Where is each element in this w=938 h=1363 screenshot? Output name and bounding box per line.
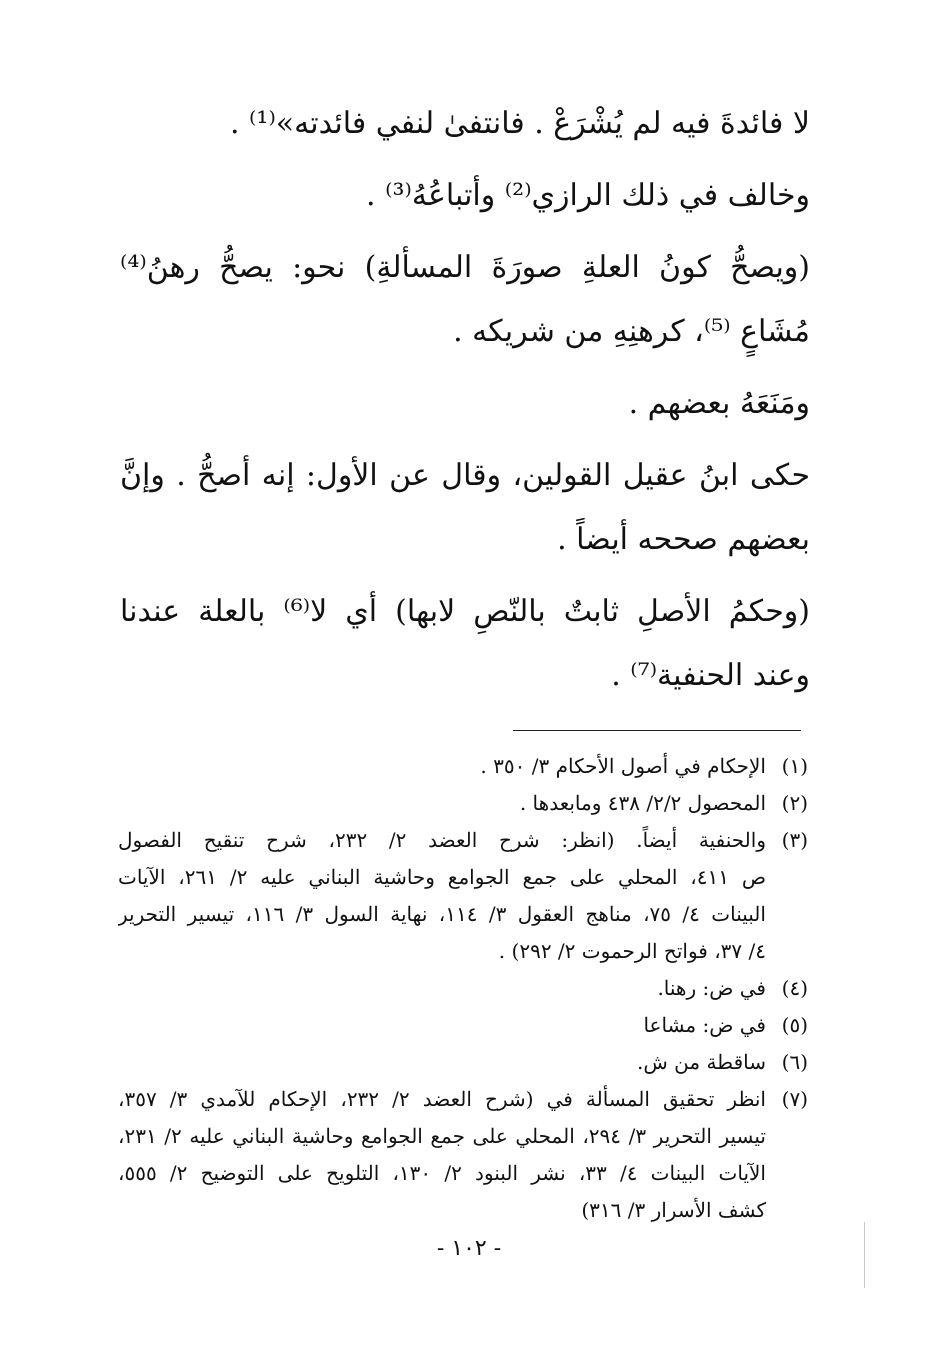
- footnote-4: [118, 970, 808, 1007]
- footnote-number: (٧): [781, 1087, 808, 1111]
- footnote-2: [118, 785, 808, 822]
- main-text-line: حكى ابنُ عقيل القولين، وقال عن الأول: إنه أصحُّ . وإنَّ: [120, 458, 810, 493]
- footnote-5: [118, 1007, 808, 1044]
- footnote-text: المحصول ٢/٢/ ٤٣٨ ومابعدها .: [519, 791, 766, 815]
- main-text-line: لا فائدةَ فيه لم يُشْرَعْ . فانتفىٰ لنفي فائدته»⁽¹⁾ .: [229, 106, 810, 141]
- footnote-text: الآيات البينات ٤/ ٣٣، نشر البنود ٢/ ١٣٠، التلويح على التوضيح ٢/ ٥٥٥،: [118, 1161, 766, 1185]
- footnote-separator: [513, 730, 801, 731]
- footnote-text: تيسير التحرير ٣/ ٢٩٤، المحلي على جمع الجوامع وحاشية البناني عليه ٢/ ٢٣١،: [118, 1124, 766, 1148]
- main-text-line: وعند الحنفية⁽⁷⁾ .: [611, 658, 810, 693]
- footnote-6: [118, 1044, 808, 1081]
- main-text-line: (ويصحُّ كونُ العلةِ صورَةَ المسألةِ) نحو: يصحُّ رهنُ⁽⁴⁾: [120, 250, 810, 285]
- footnote-number: (٤): [781, 976, 808, 1000]
- footnote-number: (٢): [781, 791, 808, 815]
- main-text-line: مُشَاعٍ ⁽⁵⁾، كرهنِهِ من شريكه .: [453, 314, 810, 349]
- main-text-line: (وحكمُ الأصلِ ثابتٌ بالنّصِ لابها) أي لا⁽⁶⁾ بالعلة عندنا: [120, 594, 810, 629]
- footnote-number: (٣): [781, 828, 808, 852]
- footnote-number: (٦): [781, 1050, 808, 1074]
- main-text-line: ومَنَعَهُ بعضهم .: [628, 386, 810, 421]
- footnote-text: في ض: رهنا.: [657, 976, 766, 1000]
- footnote-1: [118, 748, 808, 785]
- footnotes-block: [118, 748, 808, 1229]
- footnote-number: (٥): [781, 1013, 808, 1037]
- footnote-text: ساقطة من ش.: [637, 1050, 766, 1074]
- main-text-block: [120, 92, 810, 708]
- page-number: - ١٠٢ -: [436, 1236, 502, 1261]
- footnote-number: (١): [781, 754, 808, 778]
- footnote-text: في ض: مشاعا: [643, 1013, 766, 1037]
- footnote-text: ص ٤١١، المحلي على جمع الجوامع وحاشية البناني عليه ٢/ ٢٦١، الآيات: [118, 865, 766, 889]
- footnote-text: كشف الأسرار ٣/ ٣١٦): [581, 1198, 766, 1222]
- footnote-text: انظر تحقيق المسألة في (شرح العضد ٢/ ٢٣٢، الإحكام للآمدي ٣/ ٣٥٧،: [118, 1087, 766, 1111]
- scan-edge-mark: [864, 1222, 865, 1288]
- footnote-text: والحنفية أيضاً. (انظر: شرح العضد ٢/ ٢٣٢، شرح تنقيح الفصول: [118, 828, 766, 852]
- footnote-text: الإحكام في أصول الأحكام ٣/ ٣٥٠ .: [480, 754, 766, 778]
- footnote-3: [118, 822, 808, 970]
- footnote-text: البينات ٤/ ٧٥، مناهج العقول ٣/ ١١٤، نهاية السول ٣/ ١١٦، تيسير التحرير: [118, 902, 766, 926]
- footnote-text: ٤/ ٣٧، فواتح الرحموت ٢/ ٢٩٢) .: [498, 939, 766, 963]
- main-text-line: وخالف في ذلك الرازي⁽²⁾ وأتباعُهُ⁽³⁾ .: [366, 178, 810, 213]
- footnote-7: [118, 1081, 808, 1229]
- main-text-line: بعضهم صححه أيضاً .: [557, 522, 810, 557]
